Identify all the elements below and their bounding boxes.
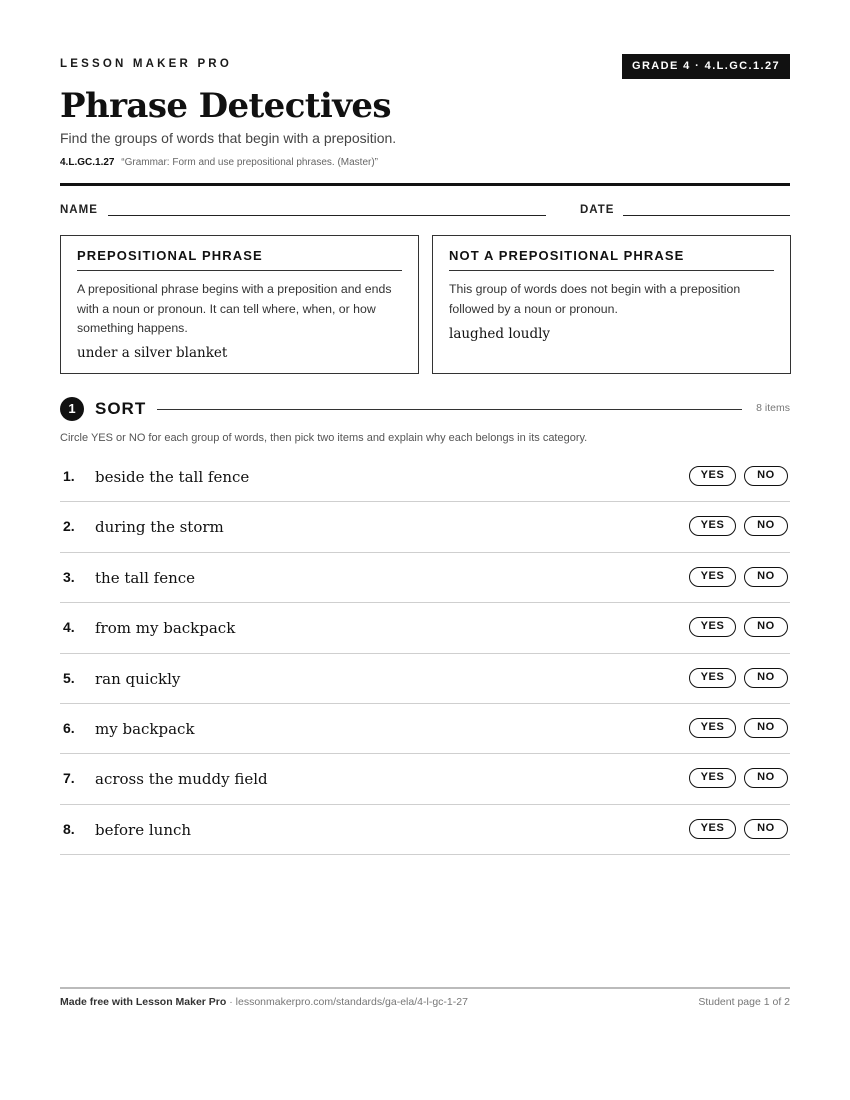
item-number: 7. — [63, 770, 75, 787]
item-text: the tall fence — [95, 568, 196, 587]
yes-option[interactable]: YES — [689, 567, 736, 587]
header-divider — [60, 183, 790, 186]
item-text: my backpack — [95, 719, 195, 738]
sort-item — [60, 754, 790, 804]
brand-name: LESSON MAKER PRO — [60, 58, 232, 70]
section-number-badge: 1 — [60, 397, 84, 421]
item-text: beside the tall fence — [95, 468, 250, 486]
sort-item-list — [60, 452, 790, 855]
item-text: ran quickly — [95, 669, 181, 688]
no-option[interactable]: NO — [744, 567, 788, 587]
footer-made-with: Made free with Lesson Maker Pro — [60, 996, 227, 1008]
sort-item — [60, 704, 790, 754]
no-option[interactable]: NO — [744, 768, 788, 788]
item-number: 4. — [63, 619, 75, 636]
name-label: NAME — [60, 204, 98, 216]
item-number: 5. — [63, 669, 75, 686]
section-instructions: Circle YES or NO for each group of words, then pick two items and explain why each belongs in its category. — [60, 432, 588, 444]
standard-line — [60, 157, 378, 168]
yes-option[interactable]: YES — [689, 466, 736, 486]
no-option[interactable]: NO — [744, 718, 788, 738]
definition-example: laughed loudly — [449, 326, 551, 342]
item-text: across the muddy field — [95, 770, 268, 789]
standard-description: “Grammar: Form and use prepositional phrases. (Master)” — [121, 157, 378, 168]
page-title: Phrase Detectives — [60, 86, 391, 126]
definition-heading: NOT A PREPOSITIONAL PHRASE — [449, 248, 774, 271]
section-title: SORT — [95, 399, 147, 418]
footer-url: · lessonmakerpro.com/standards/ga-ela/4-l-gc-1-27 — [226, 996, 468, 1008]
yes-option[interactable]: YES — [689, 617, 736, 637]
definition-box-not-prepositional — [432, 235, 791, 374]
no-option[interactable]: NO — [744, 516, 788, 536]
definition-description: This group of words does not begin with a preposition followed by a noun or pronoun. — [449, 282, 741, 316]
page-subtitle: Find the groups of words that begin with a preposition. — [60, 130, 397, 146]
no-option[interactable]: NO — [744, 668, 788, 688]
sort-item — [60, 654, 790, 704]
sort-item — [60, 553, 790, 603]
item-count: 8 items — [756, 402, 790, 414]
sort-item — [60, 805, 790, 855]
footer-page-number: Student page 1 of 2 — [698, 996, 790, 1008]
no-option[interactable]: NO — [744, 466, 788, 486]
item-number: 3. — [63, 568, 75, 585]
definition-example: under a silver blanket — [77, 345, 228, 361]
footer-credit — [60, 996, 468, 1008]
sort-item — [60, 502, 790, 552]
yes-option[interactable]: YES — [689, 819, 736, 839]
yes-option[interactable]: YES — [689, 668, 736, 688]
no-option[interactable]: NO — [744, 819, 788, 839]
item-text: during the storm — [95, 518, 224, 537]
yes-option[interactable]: YES — [689, 718, 736, 738]
no-option[interactable]: NO — [744, 617, 788, 637]
footer-divider — [60, 987, 790, 989]
item-number: 6. — [63, 719, 75, 736]
definition-heading: PREPOSITIONAL PHRASE — [77, 248, 402, 271]
date-field[interactable] — [623, 215, 790, 216]
sort-item — [60, 452, 790, 502]
item-number: 8. — [63, 820, 75, 837]
name-field[interactable] — [108, 215, 546, 216]
section-divider — [157, 409, 742, 410]
standard-code: 4.L.GC.1.27 — [60, 157, 115, 168]
yes-option[interactable]: YES — [689, 516, 736, 536]
grade-badge: GRADE 4 · 4.L.GC.1.27 — [622, 54, 790, 79]
date-label: DATE — [580, 204, 615, 216]
item-number: 2. — [63, 518, 75, 535]
item-text: before lunch — [95, 820, 192, 839]
sort-item — [60, 603, 790, 653]
item-number: 1. — [63, 468, 75, 484]
definition-description: A prepositional phrase begins with a preposition and ends with a noun or pronoun. It can tell where, when, or how something happens. — [77, 282, 392, 335]
definition-box-prepositional — [60, 235, 419, 374]
item-text: from my backpack — [95, 619, 236, 638]
yes-option[interactable]: YES — [689, 768, 736, 788]
